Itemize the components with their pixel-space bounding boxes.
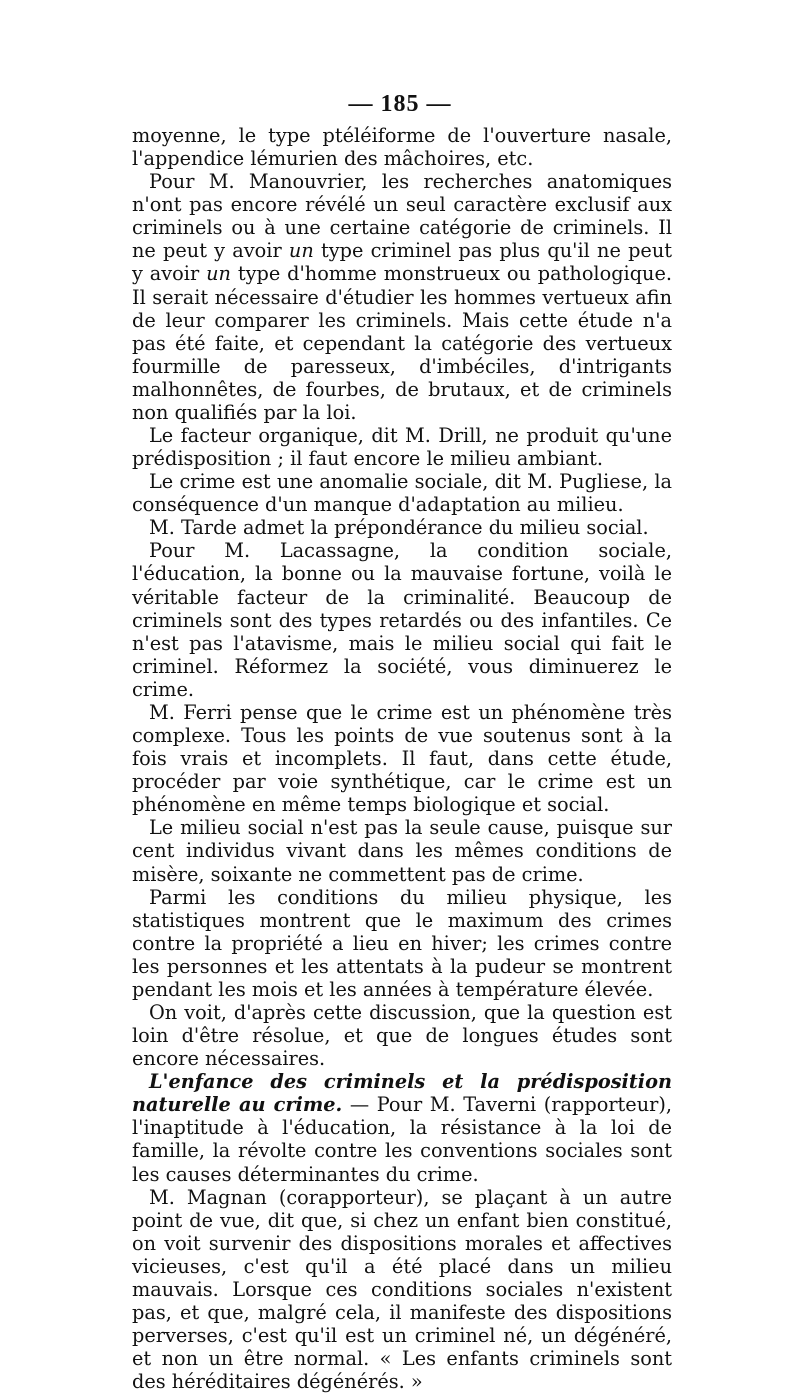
text-segment: — Pour M. Taverni (rapporteur), l'inaptitude à l'éducation, la résistance à la loi de famille, la révolte contre les conventions sociales sont les causes déterminantes du crime. <box>132 1093 672 1186</box>
text-segment: Pour M. Lacassagne, la condition sociale, l'éducation, la bonne ou la mauvaise fortune, voilà le véritable facteur de la criminalité. Beaucoup de criminels sont des types retardés ou des infantiles. Ce n'est pas l'atavisme, mais le milieu social qui fait le criminel. Réformez la société, vous diminuerez le crime. <box>132 539 672 701</box>
paragraph-p3 <box>132 424 672 470</box>
text-segment: M. Magnan (corapporteur), se plaçant à un autre point de vue, dit que, si chez un enfant bien constitué, on voit survenir des dispositions morales et affectives vicieuses, c'est qu'il a été placé dans un milieu mauvais. Lorsque ces conditions sociales n'existent pas, et que, malgré cela, il manifeste des dispositions perverses, c'est qu'il est un criminel né, un dégénéré, et non un être normal. « Les enfants criminels sont des héréditaires dégénérés. » <box>132 1185 672 1393</box>
text-segment: type d'homme monstrueux ou pathologique. Il serait nécessaire d'étudier les hommes vertueux afin de leur comparer les criminels. Mais cette étude n'a pas été faite, et cependant la catégorie des vertueux fourmille de paresseux, d'imbéciles, d'intrigants malhonnêtes, de fourbes, de brutaux, et de criminels non qualifiés par la loi. <box>132 262 673 424</box>
paragraph-p2 <box>132 170 672 424</box>
paragraph-p4 <box>132 470 672 516</box>
text-segment: Le facteur organique, dit M. Drill, ne produit qu'une prédisposition ; il faut encore le milieu ambiant. <box>132 424 672 471</box>
paragraph-p1 <box>132 124 672 170</box>
text-segment: Le milieu social n'est pas la seule cause, puisque sur cent individus vivant dans les mêmes conditions de misère, soixante ne commettent pas de crime. <box>132 816 672 886</box>
text-segment: M. Ferri pense que le crime est un phénomène très complexe. Tous les points de vue soutenus sont à la fois vrais et incomplets. Il faut, dans cette étude, procéder par voie synthétique, car le crime est un phénomène en même temps biologique et social. <box>132 700 672 817</box>
body-text <box>132 124 672 1393</box>
paragraph-p7 <box>132 701 672 816</box>
paragraph-p6 <box>132 539 672 701</box>
text-segment: Parmi les conditions du milieu physique, les statistiques montrent que le maximum des crimes contre la propriété a lieu en hiver; les crimes contre les personnes et les attentats à la pudeur se montrent pendant les mois et les années à température élevée. <box>132 885 672 1001</box>
page-number: — 185 — <box>348 91 452 117</box>
paragraph-p9 <box>132 886 672 1001</box>
paragraph-p5 <box>132 516 672 539</box>
text-segment: M. Tarde admet la prépondérance du milieu social. <box>149 516 649 540</box>
paragraph-p8 <box>132 816 672 885</box>
text-segment: Le crime est une anomalie sociale, dit M. Pugliese, la conséquence d'un manque d'adaptation au milieu. <box>132 470 672 517</box>
paragraph-p12 <box>132 1186 672 1393</box>
italic-text: un <box>206 262 231 286</box>
italic-text: un <box>288 239 314 263</box>
text-segment: type criminel pas plus qu'il ne peut y avoir <box>132 239 672 286</box>
text-segment: On voit, d'après cette discussion, que la question est loin d'être résolue, et que de longues études sont encore nécessaires. <box>132 1000 672 1071</box>
text-segment: moyenne, le type ptéléiforme de l'ouverture nasale, l'appendice lémurien des mâchoires, etc. <box>132 124 672 171</box>
italic-text: L'enfance des criminels et la prédisposition naturelle au crime. <box>132 1070 672 1117</box>
paragraph-p11 <box>132 1070 672 1185</box>
text-segment: Pour M. Manouvrier, les recherches anatomiques n'ont pas encore révélé un seul caractère exclusif aux criminels ou à une certaine catégorie de criminels. Il ne peut y avoir <box>132 170 672 263</box>
paragraph-p10 <box>132 1001 672 1070</box>
